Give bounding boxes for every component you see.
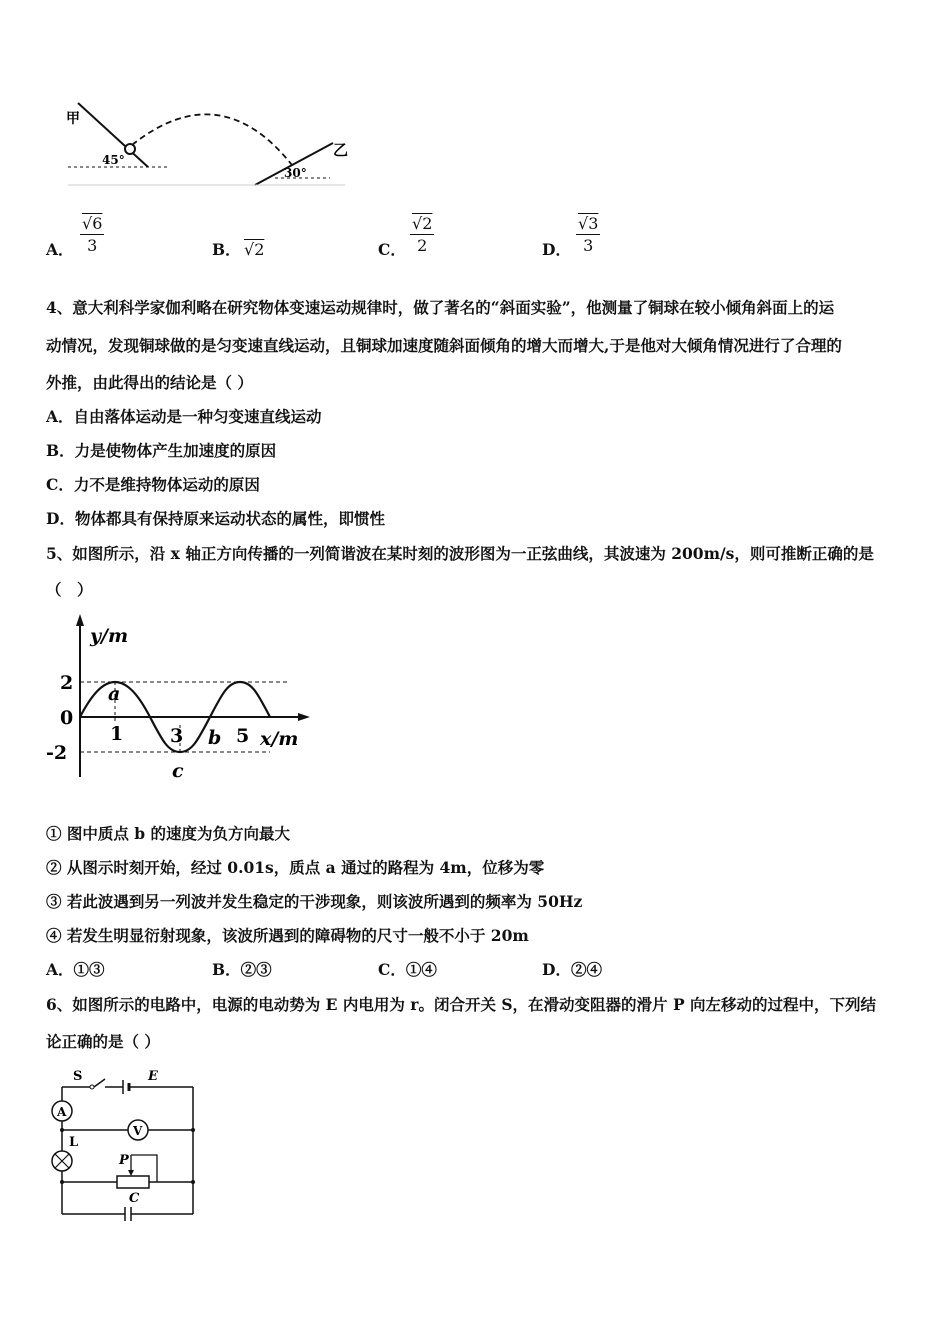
q4-option-a: A．自由落体运动是一种匀变速直线运动 [46, 407, 322, 426]
q3-option-b-value: √2 [244, 240, 265, 259]
q6-line2: 论正确的是（ ） [46, 1032, 160, 1051]
q5-option-c: C．①④ [378, 960, 437, 979]
label-a: A [57, 1105, 67, 1119]
q6-line1: 6、如图所示的电路中，电源的电动势为 E 内电用为 r。闭合开关 S，在滑动变阻器的滑片 P 向左移动的过程中，下列结 [46, 995, 876, 1014]
label-yi: 乙 [333, 141, 349, 159]
q5-statement-2: ② 从图示时刻开始，经过 0.01s，质点 a 通过的路程为 4m，位移为零 [46, 858, 545, 877]
q5-statement-1: ① 图中质点 b 的速度为负方向最大 [46, 824, 291, 843]
point-a: a [108, 683, 121, 705]
tick-x5: 5 [236, 725, 250, 747]
label-c: C [129, 1191, 140, 1206]
label-v: V [133, 1124, 143, 1138]
point-b: b [208, 727, 222, 749]
q5-statement-3: ③ 若此波遇到另一列波并发生稳定的干涉现象，则该波所遇到的频率为 50Hz [46, 892, 583, 911]
q5-option-b: B．②③ [212, 960, 272, 979]
q3-option-a-fraction: √6 3 [82, 214, 103, 255]
label-s: S [73, 1069, 83, 1084]
angle-right: 30° [284, 166, 307, 180]
q4-line2: 动情况，发现铜球做的是匀变速直线运动，且铜球加速度随斜面倾角的增大而增大,于是他对大倾角情况进行了合理的 [46, 336, 842, 355]
tick-x3: 3 [170, 725, 184, 747]
tick-minus-2: -2 [46, 742, 68, 764]
y-axis-label: y/m [90, 625, 129, 647]
q4-line3: 外推，由此得出的结论是（ ） [46, 373, 253, 392]
circuit-diagram [45, 1062, 205, 1222]
q5-line1: 5、如图所示，沿 x 轴正方向传播的一列简谐波在某时刻的波形图为一正弦曲线，其波速为 200m/s，则可推断正确的是 [46, 544, 874, 563]
wave-graph [40, 612, 320, 787]
label-l: L [69, 1135, 79, 1150]
q5-line2: （ ） [46, 580, 93, 599]
label-jia: 甲 [66, 111, 80, 127]
q5-option-d: D．②④ [542, 960, 602, 979]
q4-option-b: B．力是使物体产生加速度的原因 [46, 441, 277, 460]
angle-left: 45° [102, 153, 125, 167]
q3-option-b-letter: B． [212, 240, 241, 259]
q3-option-c-fraction: √2 2 [412, 214, 433, 255]
q4-option-d: D．物体都具有保持原来运动状态的属性，即惯性 [46, 509, 385, 528]
q3-option-d-fraction: √3 3 [578, 214, 599, 255]
x-axis-label: x/m [260, 728, 299, 750]
tick-x1: 1 [110, 723, 124, 745]
label-e: E [148, 1069, 158, 1084]
label-p: P [119, 1153, 129, 1168]
tick-0: 0 [60, 707, 74, 729]
point-c: c [172, 760, 184, 782]
q4-line1: 4、意大利科学家伽利略在研究物体变速运动规律时，做了著名的“斜面实验”，他测量了铜球在较小倾角斜面上的运 [46, 298, 835, 317]
q3-option-c-letter: C． [378, 240, 406, 259]
q5-option-a: A．①③ [46, 960, 105, 979]
tick-2: 2 [60, 672, 74, 694]
q3-option-d-letter: D． [542, 240, 571, 259]
q4-option-c: C．力不是维持物体运动的原因 [46, 475, 260, 494]
q3-option-a-letter: A． [46, 240, 74, 259]
projectile-figure [60, 95, 360, 190]
q5-statement-4: ④ 若发生明显衍射现象，该波所遇到的障碍物的尺寸一般不小于 20m [46, 926, 529, 945]
